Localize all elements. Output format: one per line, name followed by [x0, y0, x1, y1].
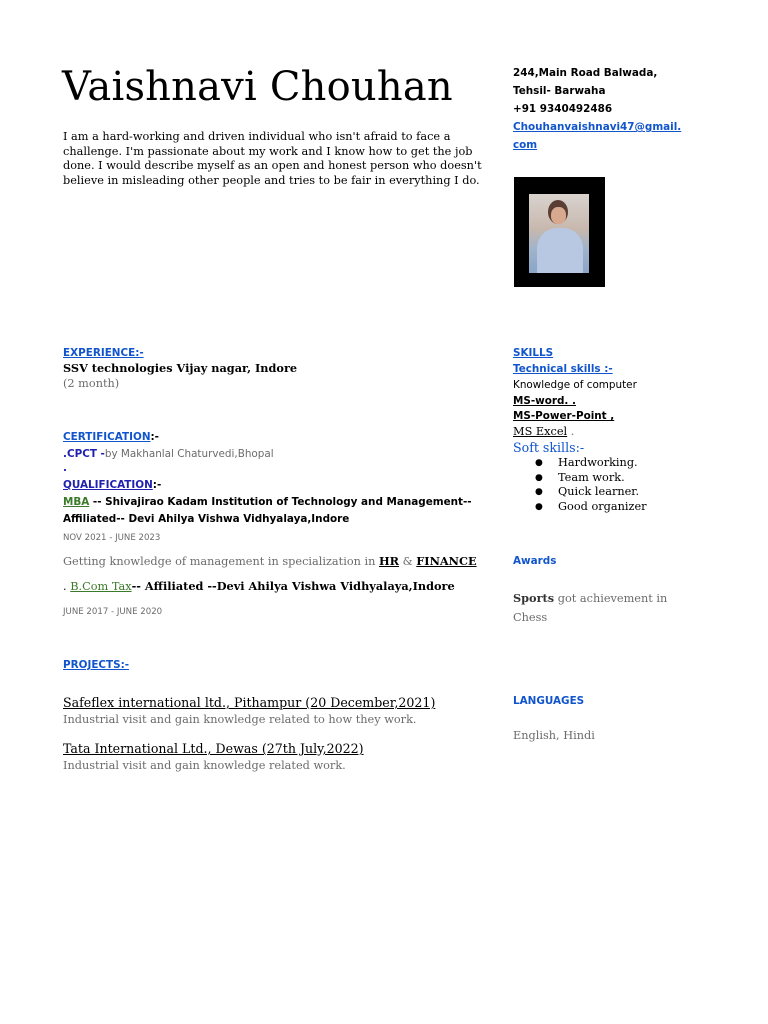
spec-finance: FINANCE — [416, 554, 477, 568]
languages-value: English, Hindi — [513, 729, 595, 742]
list-item: ● Quick learner. — [513, 485, 647, 500]
skill-ms-excel-row — [513, 425, 574, 438]
candidate-name: Vaishnavi Chouhan — [62, 64, 453, 110]
skill-ms-powerpoint: MS-Power-Point , — [513, 410, 615, 422]
bcom-details: -- Affiliated --Devi Ahilya Vishwa Vidhyalaya,Indore — [131, 579, 455, 593]
project-title: Safeflex international ltd., Pithampur (20 December,2021) — [63, 695, 436, 710]
mba-details: -- Shivajirao Kadam Institution of Technology and Management-- Affiliated-- Devi Ahilya Vishwa Vidhyalaya,Indore — [63, 496, 472, 525]
cert-dot: . — [63, 448, 67, 460]
skill-ms-word: MS-word. . — [513, 395, 576, 407]
address-line-2: Tehsil- Barwaha — [513, 85, 606, 97]
bcom-entry — [63, 579, 455, 593]
certification-entry — [63, 448, 274, 460]
soft-skills-heading: Soft skills:- — [513, 440, 585, 455]
experience-heading: EXPERIENCE:- — [63, 347, 144, 359]
cert-by: by Makhanlal Chaturvedi,Bhopal — [104, 448, 274, 460]
list-item: ● Good organizer — [513, 500, 647, 515]
qualification-heading: QUALIFICATION — [63, 479, 153, 491]
mba-label: MBA — [63, 496, 90, 508]
awards-entry — [513, 589, 688, 627]
phone-number: +91 9340492486 — [513, 103, 613, 115]
mba-dates: NOV 2021 - JUNE 2023 — [63, 533, 161, 543]
list-item: ● Team work. — [513, 471, 647, 486]
skill-knowledge: Knowledge of computer — [513, 379, 637, 391]
specialization-line — [63, 554, 477, 568]
project-description: Industrial visit and gain knowledge related work. — [63, 759, 346, 772]
spec-prefix: Getting knowledge of management in specialization in — [63, 555, 379, 568]
intro-paragraph: I am a hard-working and driven individual who isn't afraid to face a challenge. I'm passionate about my work and I know how to get the job done. I would describe myself as an open and honest person who doesn't believe in misleading other people and tries to be fair in everything I do. — [63, 130, 482, 187]
spec-amp: & — [399, 555, 417, 568]
project-title: Tata International Ltd., Dewas (27th July,2022) — [63, 741, 364, 756]
soft-skills-list — [513, 456, 647, 514]
languages-heading: LANGUAGES — [513, 695, 585, 707]
certification-heading: CERTIFICATION — [63, 431, 151, 443]
skill-ms-excel: MS Excel — [513, 425, 568, 438]
address-line-1: 244,Main Road Balwada, — [513, 67, 658, 79]
award-label: Sports — [513, 591, 555, 605]
cert-name: CPCT - — [66, 448, 105, 460]
contact-block — [513, 64, 703, 154]
profile-photo — [514, 177, 605, 287]
awards-heading: Awards — [513, 555, 557, 567]
qualification-heading-suffix: :- — [152, 479, 162, 491]
bcom-prefix: . — [63, 580, 71, 593]
mba-entry — [63, 494, 483, 527]
skill-ms-excel-suffix: . — [567, 425, 575, 438]
award-text: got achievement in Chess — [513, 592, 668, 624]
technical-skills-heading: Technical skills :- — [513, 363, 613, 375]
experience-company: SSV technologies Vijay nagar, Indore — [63, 361, 298, 375]
bcom-label: B.Com Tax — [70, 580, 132, 593]
qualification-heading-row — [63, 479, 161, 491]
projects-heading: PROJECTS:- — [63, 659, 130, 671]
project-description: Industrial visit and gain knowledge related to how they work. — [63, 713, 417, 726]
experience-duration: (2 month) — [63, 377, 120, 390]
certification-heading-row — [63, 431, 159, 443]
bcom-dates: JUNE 2017 - JUNE 2020 — [63, 607, 163, 617]
skills-heading: SKILLS — [513, 347, 554, 359]
cert-trailing-dot: . — [63, 462, 67, 474]
email-link[interactable]: Chouhanvaishnavi47@gmail.com — [513, 121, 682, 151]
spec-hr: HR — [378, 554, 400, 568]
list-item: ● Hardworking. — [513, 456, 647, 471]
certification-heading-suffix: :- — [150, 431, 159, 443]
